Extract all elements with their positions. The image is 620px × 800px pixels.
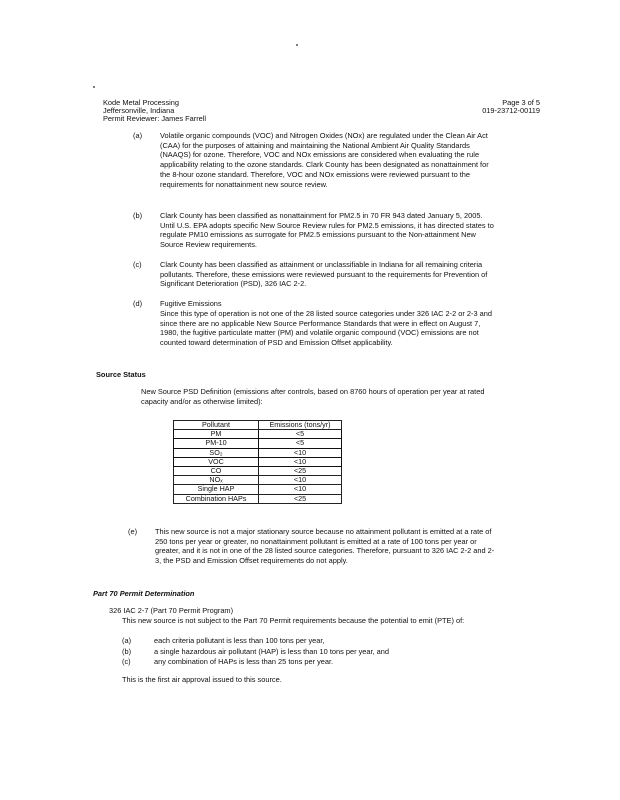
- table-row: [174, 467, 342, 476]
- header-reviewer: Permit Reviewer: James Farrell: [103, 114, 207, 123]
- header-page-number: Page 3 of 5: [502, 98, 540, 107]
- part70-list-label: (a): [122, 636, 132, 645]
- table-row: [174, 430, 342, 439]
- table-cell-pollutant: Combination HAPs: [174, 494, 259, 503]
- table-cell-emissions: <10: [259, 476, 342, 485]
- table-header-emissions: Emissions (tons/yr): [259, 421, 342, 430]
- table-cell-emissions: <10: [259, 485, 342, 494]
- part70-rule: 326 IAC 2-7 (Part 70 Permit Program): [109, 606, 234, 615]
- scan-speck: [296, 44, 298, 46]
- part70-list-label: (b): [122, 647, 132, 656]
- table-header-pollutant: Pollutant: [174, 421, 259, 430]
- item-a-label: (a): [133, 131, 143, 140]
- header-permit-number: 019-23712-00119: [482, 106, 540, 115]
- item-d-text: Since this type of operation is not one of the 28 listed source categories under 326 IAC 2-2 or 2-3 and since there are no applicable New Source Performance Standards that were in effect on August 7, 1980, the fugitive particulate matter (PM) and volatile organic compound (VOC) emissions are not counted toward determination of PSD and Emission Offset applicability.: [160, 309, 492, 348]
- table-cell-emissions: <25: [259, 467, 342, 476]
- part70-list-text: any combination of HAPs is less than 25 tons per year.: [154, 657, 334, 666]
- table-cell-pollutant: VOC: [174, 457, 259, 466]
- item-e-text: This new source is not a major stationary source because no attainment pollutant is emitted at a rate of 250 tons per year or greater, no nonattainment pollutant is emitted at a rate of 100 tons per year or greater, and it is not in one of the 28 listed source categories. Therefore, pursuant to 326 IAC 2-2 and 2-3, the PSD and Emission Offset requirements do not apply.: [155, 527, 495, 566]
- item-c-text: Clark County has been classified as attainment or unclassifiable in Indiana for all remaining criteria pollutants. Therefore, these emissions were reviewed pursuant to the requirements for Prevention of Significant Deterioration (PSD), 326 IAC 2-2.: [160, 260, 488, 289]
- table-cell-emissions: <25: [259, 494, 342, 503]
- part70-intro: This new source is not subject to the Part 70 Permit requirements because the potential to emit (PTE) of:: [122, 616, 465, 625]
- part70-list-label: (c): [122, 657, 131, 666]
- item-b-text: Clark County has been classified as nonattainment for PM2.5 in 70 FR 943 dated January 5, 2005. Until U.S. EPA adopts specific New Source Review rules for PM2.5 emissions, it has directed states to regulate PM10 emissions as surrogate for PM2.5 emissions pursuant to the Non-attainment New Source Review requirements.: [160, 211, 494, 250]
- item-c-label: (c): [133, 260, 142, 269]
- table-row: [174, 457, 342, 466]
- table-row: [174, 439, 342, 448]
- source-status-intro: New Source PSD Definition (emissions after controls, based on 8760 hours of operation per year at rated capacity and/or as otherwise limited):: [141, 387, 485, 406]
- scan-speck: [93, 86, 95, 88]
- item-d-label: (d): [133, 299, 143, 308]
- table-cell-emissions: <10: [259, 448, 342, 457]
- table-row: [174, 485, 342, 494]
- source-status-heading: Source Status: [96, 370, 146, 379]
- table-cell-pollutant: NOₓ: [174, 476, 259, 485]
- item-b-label: (b): [133, 211, 143, 220]
- item-e-label: (e): [128, 527, 138, 536]
- part70-closing: This is the first air approval issued to this source.: [122, 675, 282, 684]
- table-cell-pollutant: PM-10: [174, 439, 259, 448]
- emissions-table: [173, 420, 342, 504]
- table-cell-emissions: <10: [259, 457, 342, 466]
- part70-heading: Part 70 Permit Determination: [93, 589, 195, 598]
- part70-list-text: each criteria pollutant is less than 100 tons per year,: [154, 636, 325, 645]
- table-cell-pollutant: Single HAP: [174, 485, 259, 494]
- table-header-row: [174, 421, 342, 430]
- table-cell-pollutant: SO₂: [174, 448, 259, 457]
- table-row: [174, 494, 342, 503]
- item-d-title: Fugitive Emissions: [160, 299, 222, 308]
- header-company: Kode Metal Processing: [103, 98, 179, 107]
- table-cell-emissions: <5: [259, 439, 342, 448]
- header-location: Jeffersonville, Indiana: [103, 106, 175, 115]
- item-a-text: Volatile organic compounds (VOC) and Nitrogen Oxides (NOx) are regulated under the Clean Air Act (CAA) for the purposes of attaining and maintaining the National Ambient Air Quality Standards (NAAQS) for ozone. Therefore, VOC and NOx emissions are considered when evaluating the rule applicability relating to the ozone standards. Clark County has been designated as nonattainment for the 8-hour ozone standard. Therefore, VOC and NOx emissions were reviewed pursuant to the requirements for nonattainment new source review.: [160, 131, 489, 189]
- table-cell-pollutant: PM: [174, 430, 259, 439]
- table-row: [174, 448, 342, 457]
- part70-list-text: a single hazardous air pollutant (HAP) is less than 10 tons per year, and: [154, 647, 389, 656]
- table-cell-emissions: <5: [259, 430, 342, 439]
- table-cell-pollutant: CO: [174, 467, 259, 476]
